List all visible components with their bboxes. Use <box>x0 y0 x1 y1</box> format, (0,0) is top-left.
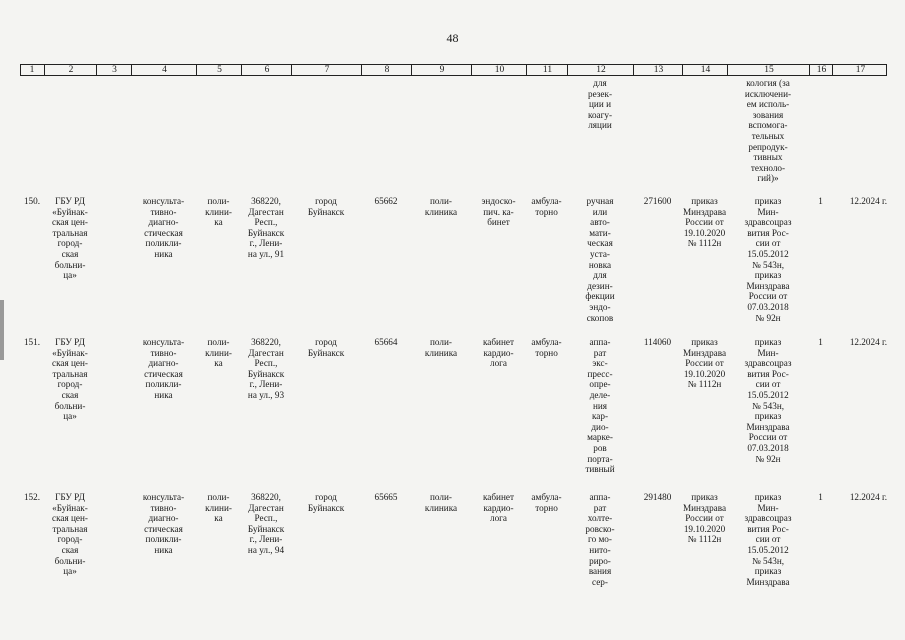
continuation-col15: кология (за исключени- ем исполь- зования вспомога- тельных репродук- тивных техноло- гий)» <box>744 78 792 184</box>
row-1-col12: ручная или авто- мати- ческая уста- новка для дезин- фекции эндо- скопов <box>585 196 615 323</box>
row-2-col17: 12.2024 г. <box>849 337 887 347</box>
header-col-6: 6 <box>241 65 292 75</box>
header-col-12: 12 <box>567 65 634 75</box>
scan-edge-mark <box>0 300 4 360</box>
row-2-col5: поли- клини- ка <box>205 337 232 369</box>
row-3-col5: поли- клини- ка <box>205 492 232 524</box>
row-2-num: 151. <box>23 337 41 347</box>
row-1-num: 150. <box>23 196 41 206</box>
row-3-col4: консульта- тивно- диагно- стическая поликли- ника <box>142 492 185 555</box>
row-1-col13: 271600 <box>643 196 672 206</box>
row-3-col17: 12.2024 г. <box>849 492 887 502</box>
header-col-11: 11 <box>526 65 568 75</box>
row-3-col14: приказ Минздрава России от 19.10.2020 № 1112н <box>682 492 727 545</box>
header-col-3: 3 <box>96 65 132 75</box>
row-1-col6: 368220, Дагестан Респ., Буйнакск г., Лени- на ул., 91 <box>247 196 285 259</box>
row-2-col10: кабинет кардио- лога <box>482 337 514 369</box>
row-1-col10: эндоско- пич. ка- бинет <box>481 196 516 228</box>
header-col-8: 8 <box>361 65 412 75</box>
header-col-16: 16 <box>809 65 833 75</box>
row-1-col8: 65662 <box>374 196 398 206</box>
row-3-col13: 291480 <box>643 492 672 502</box>
row-2-col14: приказ Минздрава России от 19.10.2020 № 1112н <box>682 337 727 390</box>
row-3-col10: кабинет кардио- лога <box>482 492 514 524</box>
row-1-col15: приказ Мин- здравсоцраз вития Рос- сии от 15.05.2012 № 543н, приказ Минздрава России от 07.03.2018 № 92н <box>744 196 792 323</box>
continuation-col12: для резек- ции и коагу- ляции <box>587 78 613 131</box>
row-2-col11: амбула- торно <box>531 337 562 358</box>
row-1-col17: 12.2024 г. <box>849 196 887 206</box>
header-col-4: 4 <box>131 65 197 75</box>
row-2-col7: город Буйнакск <box>307 337 345 358</box>
page-number: 48 <box>446 31 459 45</box>
header-col-13: 13 <box>633 65 683 75</box>
header-col-9: 9 <box>411 65 472 75</box>
row-2-col12: аппа- рат экс- пресс- опре- деле- ния кар- дио- марке- ров порта- тивный <box>585 337 615 475</box>
row-2-col9: поли- клиника <box>424 337 458 358</box>
row-1-org: ГБУ РД «Буйнак- ская цен- тральная город- ская больни- ца» <box>52 196 88 281</box>
row-1-col5: поли- клини- ка <box>205 196 232 228</box>
row-3-col16: 1 <box>818 492 823 502</box>
header-col-15: 15 <box>727 65 810 75</box>
header-col-7: 7 <box>291 65 362 75</box>
row-2-org: ГБУ РД «Буйнак- ская цен- тральная город- ская больни- ца» <box>52 337 88 422</box>
row-1-col7: город Буйнакск <box>307 196 345 217</box>
row-3-num: 152. <box>23 492 41 502</box>
row-2-col4: консульта- тивно- диагно- стическая поликли- ника <box>142 337 185 400</box>
row-3-col9: поли- клиника <box>424 492 458 513</box>
header-col-17: 17 <box>832 65 888 75</box>
header-col-5: 5 <box>196 65 242 75</box>
row-3-col8: 65665 <box>374 492 398 502</box>
row-2-col8: 65664 <box>374 337 398 347</box>
row-2-col15: приказ Мин- здравсоцраз вития Рос- сии от 15.05.2012 № 543н, приказ Минздрава России от 07.03.2018 № 92н <box>744 337 792 464</box>
row-3-col7: город Буйнакск <box>307 492 345 513</box>
row-3-col11: амбула- торно <box>531 492 562 513</box>
row-3-col6: 368220, Дагестан Респ., Буйнакск г., Лени- на ул., 94 <box>247 492 285 555</box>
row-2-col16: 1 <box>818 337 823 347</box>
row-2-col6: 368220, Дагестан Респ., Буйнакск г., Лени- на ул., 93 <box>247 337 285 400</box>
row-1-col16: 1 <box>818 196 823 206</box>
row-3-col12: аппа- рат холте- ровско- го мо- нито- риро- вания сер- <box>585 492 615 587</box>
row-1-col14: приказ Минздрава России от 19.10.2020 № 1112н <box>682 196 727 249</box>
row-3-org: ГБУ РД «Буйнак- ская цен- тральная город- ская больни- ца» <box>52 492 88 577</box>
header-col-1: 1 <box>29 65 35 75</box>
row-1-col11: амбула- торно <box>531 196 562 217</box>
header-col-14: 14 <box>682 65 728 75</box>
row-1-col9: поли- клиника <box>424 196 458 217</box>
row-1-col4: консульта- тивно- диагно- стическая поликли- ника <box>142 196 185 259</box>
header-col-2: 2 <box>44 65 97 75</box>
row-2-col13: 114060 <box>643 337 672 347</box>
row-3-col15: приказ Мин- здравсоцраз вития Рос- сии от 15.05.2012 № 543н, приказ Минздрава <box>744 492 792 587</box>
table-header-row <box>20 64 887 76</box>
header-col-10: 10 <box>471 65 527 75</box>
